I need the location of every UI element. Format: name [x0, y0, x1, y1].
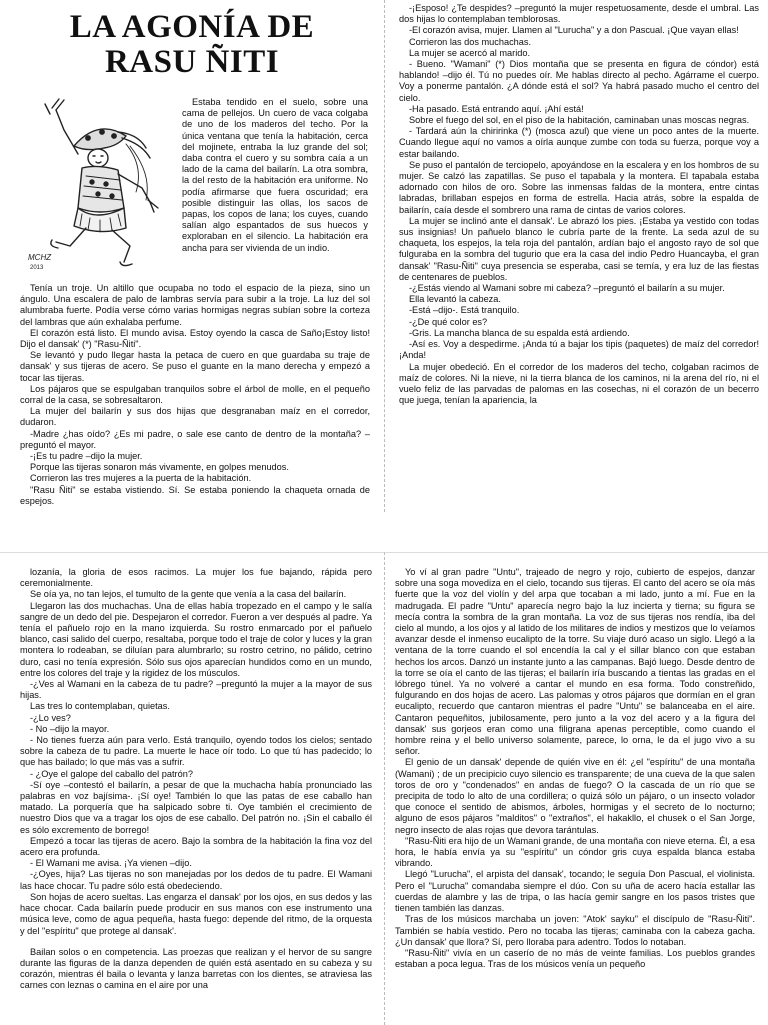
paragraph: -¿Lo ves? — [30, 712, 71, 723]
paragraph: -¿Ves al Wamani en la cabeza de tu padre? –preguntó la mujer a la mayor de sus hijas. — [20, 679, 372, 701]
page-gap — [0, 512, 768, 552]
paragraph: La mujer se inclinó ante el dansak'. Le abrazó los pies. ¡Estaba ya vestido con todas sus insignias! Un pañuelo blanco le cubría parte de la frente. La seda azul de su chaqueta, los espejos, la tela roja del pantalón, ardían bajo el angosto rayo de sol que fulguraba en la sombra del tugurio que era la casa del indio Pedro Huancayba, el gran dansak' "Rasu-Ñiti" cuya presencia se esperaba, casi se temía, y era luz de las fiestas de centenares de pueblos. — [399, 215, 759, 282]
paragraph: Porque las tijeras sonaron más vivamente, en golpes menudos. — [30, 462, 289, 473]
paragraph: "Rasu-Ñiti" vivía en un caserío de no más de veinte familias. Los pueblos grandes estaban a poca legua. Tras de los músicos venía un pequeño — [395, 947, 755, 970]
paragraph: La mujer del bailarín y sus dos hijas que desgranaban maíz en el corredor, dudaron. — [20, 406, 370, 428]
paragraph: -Madre ¿has oído? ¿Es mi padre, o sale ese canto de dentro de la montaña? –preguntó el mayor. — [20, 428, 370, 450]
paragraph: Las tres lo contemplaban, quietas. — [30, 701, 170, 712]
paragraph: Ella levantó la cabeza. — [409, 294, 501, 305]
paragraph: Tras de los músicos marchaba un joven: "Atok' sayku" el discípulo de "Rasu-Ñiti". También se había vestido. Pero no tocaba las tijeras; caminaba con la cabeza gacha. ¿Un dansak' que llora? Sí, pero lloraba para adentro. Todos lo notaban. — [395, 914, 755, 947]
paragraph: - No –dijo la mayor. — [30, 723, 110, 734]
paragraph: Llegó "Lurucha", el arpista del dansak', tocando; le seguía Don Pascual, el violinista. Pero el "Lurucha" comandaba siempre el dúo. Con su uña de acero hacía estallar las cuerdas de alambre y las de tripa, o las hacía gemir sangre en los pasos tristes que tienen también las danzas. — [395, 869, 755, 914]
paragraph: La mujer se acercó al marido. — [409, 47, 531, 58]
body-text — [399, 3, 759, 406]
paragraph: Corrieron las dos muchachas. — [409, 36, 532, 47]
intro-text — [182, 97, 368, 254]
body-text — [20, 567, 372, 992]
paragraph: El genio de un dansak' depende de quién vive en él: ¿el "espíritu" de una montaña (Wamani) ; de un precipicio cuyo silencio es transparente; de una cueva de la que salen toros de oro y "condenados" en andas de fuego? O la cascada de un río que se precipita de todo lo alto de una cordillera; o quizá sólo un pájaro, o un insecto volador que conoce el sentido de abismos, árboles, hormigas y el secreto de lo nocturno; alguno de esos pájaros "malditos" o "extraños", el hakakllo, el chusek o el San Jorge, negro insecto de alas rojas que devora tarántulas. — [395, 757, 755, 835]
page-1 — [0, 0, 384, 512]
paragraph: Sobre el fuego del sol, en el piso de la habitación, caminaban unas moscas negras. — [409, 115, 750, 126]
paragraph: -¿Oyes, hija? Las tijeras no son manejadas por los dedos de tu padre. El Wamani las hace chocar. Tu padre sólo está obedeciendo. — [20, 869, 372, 891]
page-4 — [384, 552, 768, 1025]
paragraph: Se oía ya, no tan lejos, el tumulto de la gente que venía a la casa del bailarín. — [30, 589, 347, 600]
paragraph: Se levantó y pudo llegar hasta la petaca de cuero en que guardaba su traje de dansak' y sus tijeras de acero. Se puso el guante en la mano derecha y empezó a tocar las tijeras. — [20, 350, 370, 383]
paragraph: El corazón está listo. El mundo avisa. Estoy oyendo la casca de Saño¡Estoy listo! Dijo el dansak' (*) "Rasu-Ñiti". — [20, 327, 370, 350]
paragraph: Se puso el pantalón de terciopelo, apoyándose en la escalera y en los hombros de su mujer. Se calzó las zapatillas. Se puso el tapabala y la montera. El tapabala estaba adornado con hilos de oro. Sobre las inmensas faldas de la montera, entre cintas labradas, brillaban espejos en forma de estrella. Hacia atrás, sobre la espalda de bailarín, caía desde el sombrero una rama de cintas de varios colores. — [399, 159, 759, 215]
paragraph: lozanía, la gloria de esos racimos. La mujer los fue bajando, rápida pero ceremonialmente. — [20, 567, 372, 589]
story-title: LA AGONÍA DE RASU ÑITI — [69, 9, 315, 80]
body-text — [20, 283, 370, 507]
svg-text:MCHZ: MCHZ — [28, 253, 52, 262]
paragraph: La mujer obedeció. En el corredor de los maderos del techo, colgaban racimos de maíz de colores. Ni la nieve, ni la tierra blanca de los caminos, ni la arena del río, ni el vuelo feliz de las parvadas de palomas en las cosechas, ni el corazón de un becerro que juega, tenían la apariencia, la — [399, 361, 759, 406]
paragraph: -¿Estás viendo al Wamani sobre mi cabeza? –preguntó el bailarín a su mujer. — [409, 283, 725, 294]
paragraph: -Gris. La mancha blanca de su espalda está ardiendo. — [409, 327, 630, 338]
paragraph: -Está –dijo-. Está tranquilo. — [409, 305, 520, 316]
paragraph: -¿De qué color es? — [409, 316, 488, 327]
paragraph: "Rasu-Ñiti era hijo de un Wamani grande, de una montaña con nieve eterna. Él, a esa hora, le había envía ya su "espíritu" un cóndor gris cuya espalda blanca estaba vibrando. — [395, 835, 755, 869]
body-text — [395, 567, 755, 970]
paragraph: Son hojas de acero sueltas. Las engarza el dansak' por los ojos, en sus dedos y las hace chocar. Cada bailarín puede producir en sus manos con ese instrumento una música leve, como de agua pequeña, hasta fuego: depende del ritmo, de la orquesta y del "espíritu" que protege al dansak'. — [20, 891, 372, 936]
paragraph: -¡Esposo! ¿Te despides? –preguntó la mujer respetuosamente, desde el umbral. Las dos hijas lo contemplaban temblorosas. — [399, 3, 759, 25]
paragraph: Tenía un troje. Un altillo que ocupaba no todo el espacio de la pieza, sino un ángulo. Una escalera de palo de lambras servía para subir a la troje. La luz del sol alumbraba fuerte. Podía verse cómo varias hormigas negras subían sobre la corteza del lambras que aún exhalaba perfume. — [20, 283, 370, 327]
paragraph: - El Wamani me avisa. ¡Ya vienen –dijo. — [30, 858, 192, 869]
paragraph: -Sí oye –contestó el bailarín, a pesar de que la muchacha había pronunciado las palabras en voz bajísima-. ¡Sí oye! También lo que las patas de ese caballo han matado. La porquería que ha salpicado sobre ti. Oye también el crecimiento de nuestro Dios que va a tragar los ojos de ese caballo. Del patrón no. ¡Sin el caballo él es sólo excremento de borrego! — [20, 779, 372, 835]
paragraph: Llegaron las dos muchachas. Una de ellas había tropezado en el campo y le salía sangre de un dedo del pie. Despejaron el corredor. Fueron a ver después al padre. Ya tenía el pañuelo rojo en la mano izquierda. Su rostro enmarcado por el pañuelo blanco, casi salido del cuerpo, resaltaba, porque todo el traje de color y luces y la gran montera lo rodeaban, se diluían para alumbrarlo; su rostro cetrino, no pálido, cetrino duro, casi no tenía expresión. Sólo sus ojos aparecían hundidos como en un mundo, entre los colores del traje y la rigidez de los músculos. — [20, 600, 372, 678]
paragraph: -Ha pasado. Está entrando aquí. ¡Ahí está! — [409, 103, 584, 114]
paragraph: Yo ví al gran padre "Untu", trajeado de negro y rojo, cubierto de espejos, danzar sobre una soga movediza en el cielo, tocando sus tijeras. El canto del acero se oía más fuerte que la voz del violín y del arpa que tocaban a mi lado, junto a mí. Fue en la madrugada. El padre "Untu" aparecía negro bajo la luz incierta y tierna; su figura se mecía contra la sombra de la gran montaña. La voz de sus tijeras nos rendía, iba del cielo al mundo, a los ojos y al latido de los militares de indios y mestizos que lo veíamos avanzar desde el inmenso eucalipto de la torre. Su viaje duró acaso un siglo. Llegó a la ventana de la torre cuando el sol encendía la cal y el sillar blanco con que estaban hechos los arcos. Danzó un instante junto a las campanas. Bajó luego. Desde dentro de la torre se oía el canto de las tijeras; el bailarín iría buscando a tientas las gradas en el lóbrego túnel. Ya no volveré a cantar el mundo en esa forma. Todo constreñido, fulgurando en dos hojas de acero. Las palomas y otros pájaros que dormían en el gran eucalipto, recuerdo que cantaron mientras el padre "Untu" se balanceaba en el aire. Cantaron pequeñitos, jubilosamente, pero junto a la voz del acero y a la figura del dansak' sus gorjeos eran como una filigrana apenas perceptible, como cuando el hombre reina y el bello universo solamente, parece, lo orna, le da el jugo vivo a su señor. — [395, 567, 755, 757]
paragraph: Corrieron las tres mujeres a la puerta de la habitación. — [30, 473, 252, 484]
paragraph: - ¿Oye el galope del caballo del patrón? — [30, 768, 193, 779]
paragraph: -¡Es tu padre –dijo la mujer. — [30, 451, 143, 462]
paragraph: - No tienes fuerza aún para verlo. Está tranquilo, oyendo todos los cielos; sentado sobre la cabeza de tu padre. La muerte le hace oír todo. Lo que tú has padecido; lo que has bailado; lo que más vas a sufrir. — [20, 735, 372, 768]
dancer-illustration — [26, 96, 176, 272]
paragraph: -El corazón avisa, mujer. Llamen al "Lurucha" y a don Pascual. ¡Que vayan ellas! — [409, 25, 739, 36]
paragraph: "Rasu Ñiti" se estaba vistiendo. Sí. Se estaba poniendo la chaqueta ornada de espejos. — [20, 484, 370, 506]
paragraph: Estaba tendido en el suelo, sobre una cama de pellejos. Un cuero de vaca colgaba de uno de los maderos del techo. Por la única ventana que tenía la habitación, cerca del mojinete, entraba la luz grande del sol; daba contra el cuero y su sombra caía a un lado de la cama del bailarín. La otra sombra, la del resto de la habitación era uniforme. No podía afirmarse que fuera oscuridad; era posible distinguir las ollas, los sacos de papas, los copos de lana; los cuyes, cuando salían algo espantados de sus huecos y exploraban en el silencio. La habitación era ancha para ser vivienda de un indio. — [182, 97, 368, 253]
paragraph: Empezó a tocar las tijeras de acero. Bajo la sombra de la habitación la fina voz del acero era profunda. — [20, 835, 372, 858]
page-2 — [384, 0, 768, 512]
paragraph: Bailan solos o en competencia. Las proezas que realizan y el hervor de su sangre durante las figuras de la danza dependen de quién está asentado en su cabeza y su corazón, mientras él baila o levanta y lanza barretas con los dientes, se atraviesa las carnes con leznas o camina en el aire por una — [20, 946, 372, 991]
paragraph: - Bueno. "Wamani" (*) Dios montaña que se presenta en figura de cóndor) está hablando! –dijo él. Tú no puedes oír. Me hablas directo al pecho. Agárrame el cuerpo. Voy a ponerme pantalón. ¿A dónde está el sol? Ya habrá pasado mucho el centro del cielo. — [399, 59, 759, 103]
page-3 — [0, 552, 384, 1025]
paragraph: Los pájaros que se espulgaban tranquilos sobre el árbol de molle, en el pequeño corral de la casa, se sobresaltaron. — [20, 383, 370, 406]
paragraph: -Así es. Voy a despedirme. ¡Anda tú a bajar los tipis (paquetes) de maíz del corredor! ¡Anda! — [399, 339, 759, 361]
svg-text:2013: 2013 — [30, 265, 44, 271]
paragraph: - Tardará aún la chiririnka (*) (mosca azul) que viene un poco antes de la muerte. Cuando llegue aquí no vamos a oírla aunque zumbe con toda su fuerza, porque voy a estar bailando. — [399, 126, 759, 159]
